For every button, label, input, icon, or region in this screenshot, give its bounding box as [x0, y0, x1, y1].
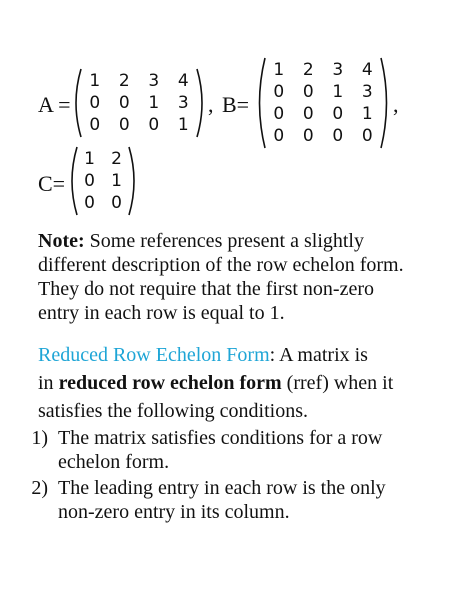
matrix-entry: 3 [361, 82, 373, 102]
matrix-entry: 0 [302, 82, 314, 102]
matrix-entry: 0 [302, 126, 314, 146]
right-paren-icon [196, 68, 208, 138]
matrix-entry: 1 [89, 71, 101, 91]
matrix-a-label: A = [38, 92, 71, 117]
list-item: 1) The matrix satisfies conditions for a row echelon form. [18, 426, 386, 474]
matrix-entry: 0 [273, 82, 285, 102]
conditions-list [18, 426, 386, 524]
matrix-entry: 2 [302, 60, 314, 80]
rref-term-link[interactable]: Reduced Row Echelon Form [38, 344, 270, 366]
matrix-entry: 3 [332, 60, 344, 80]
note-line: Note: Some references present a slightly [38, 230, 364, 252]
matrix-b-comma: , [393, 92, 399, 117]
matrix-entry: 0 [273, 126, 285, 146]
matrix-entry: 0 [111, 193, 122, 213]
list-item: 2) The leading entry in each row is the only non-zero entry in its column. [18, 476, 386, 524]
rref-line: satisfies the following conditions. [38, 400, 308, 422]
matrix-entry: 0 [273, 104, 285, 124]
matrix-entry: 2 [111, 149, 122, 169]
matrix-entry: 1 [361, 104, 373, 124]
matrix-entry: 0 [148, 115, 160, 135]
right-paren-icon [128, 146, 140, 216]
matrix-entry: 0 [332, 126, 344, 146]
right-paren-icon [380, 57, 392, 149]
matrix-entry: 3 [148, 71, 160, 91]
matrix-entry: 0 [84, 193, 95, 213]
note-line: entry in each row is equal to 1. [38, 302, 285, 324]
matrix-a-entries [80, 70, 198, 136]
matrix-entry: 3 [177, 93, 189, 113]
matrix-entry: 0 [332, 104, 344, 124]
matrix-b [254, 57, 392, 149]
matrix-entry: 1 [177, 115, 189, 135]
matrix-entry: 0 [84, 171, 95, 191]
note-label: Note: [38, 230, 85, 252]
matrix-b-label: B= [222, 92, 250, 117]
note-line: different description of the row echelon form. [38, 254, 404, 276]
note-line: They do not require that the first non-zero [38, 278, 374, 300]
matrix-b-entries [264, 59, 382, 147]
matrix-entry: 0 [118, 115, 130, 135]
matrix-entry: 1 [148, 93, 160, 113]
matrix-c-entries [76, 148, 130, 214]
rref-line: Reduced Row Echelon Form: A matrix is [38, 344, 368, 366]
matrix-entry: 0 [361, 126, 373, 146]
matrix-c [66, 146, 140, 216]
matrix-entry: 1 [332, 82, 344, 102]
matrix-entry: 0 [118, 93, 130, 113]
note-paragraph [38, 229, 404, 325]
list-number: 2) [31, 477, 48, 499]
matrix-c-label: C= [38, 171, 66, 196]
matrix-entry: 1 [111, 171, 122, 191]
rref-definition [38, 341, 393, 425]
matrix-entry: 1 [84, 149, 95, 169]
matrix-entry: 0 [89, 115, 101, 135]
matrix-entry: 0 [89, 93, 101, 113]
rref-bold-term: reduced row echelon form [58, 372, 282, 394]
matrix-a [70, 68, 208, 138]
matrix-entry: 4 [177, 71, 189, 91]
rref-line: in reduced row echelon form (rref) when it [38, 372, 394, 394]
matrix-entry: 1 [273, 60, 285, 80]
matrix-entry: 0 [302, 104, 314, 124]
matrix-a-comma: , [208, 92, 214, 117]
list-number: 1) [31, 427, 48, 449]
matrix-entry: 2 [118, 71, 130, 91]
matrix-entry: 4 [361, 60, 373, 80]
